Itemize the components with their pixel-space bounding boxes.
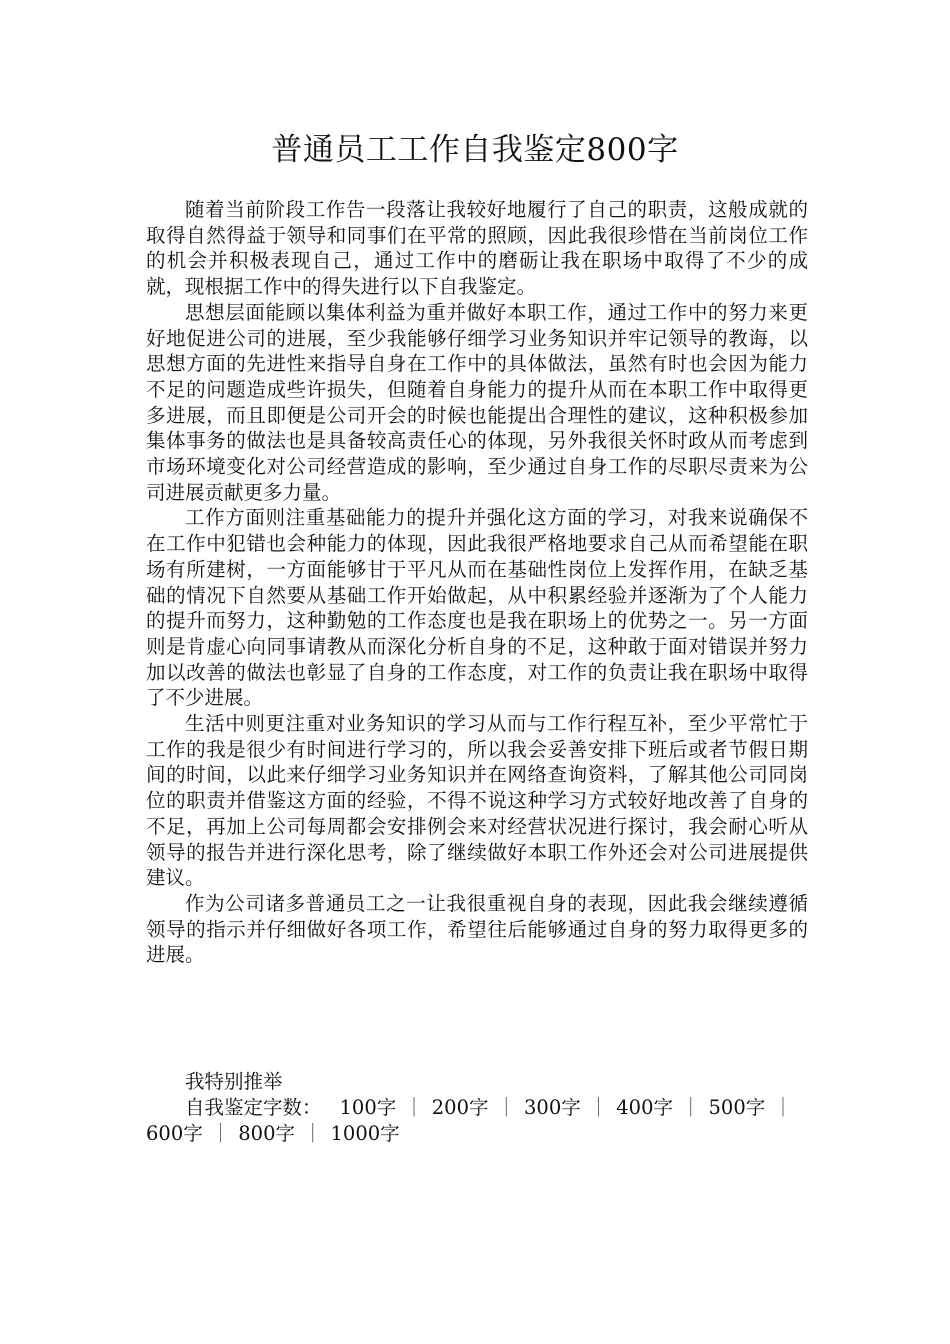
link-separator: ｜ [404,1096,424,1119]
word-count-link-1000[interactable]: 1000字 [330,1122,400,1145]
document-body [146,197,808,968]
word-count-link-800[interactable]: 800字 [238,1122,295,1145]
paragraph-conclusion: 作为公司诸多普通员工之一让我很重视自身的表现，因此我会继续遵循领导的指示并仔细做好各项工作，希望往后能够通过自身的努力取得更多的进展。 [146,891,808,967]
word-count-link-300[interactable]: 300字 [524,1096,581,1119]
link-separator: ｜ [588,1096,609,1119]
word-count-link-500[interactable]: 500字 [708,1096,766,1119]
recommend-label: 我特别推举 [185,1070,283,1093]
link-separator: ｜ [773,1096,793,1119]
paragraph-work: 工作方面则注重基础能力的提升并强化这方面的学习，对我来说确保不在工作中犯错也会种能力的体现，因此我很严格地要求自己从而希望能在职场有所建树，一方面能够甘于平凡从而在基础性岗位上发挥作用，在缺乏基础的情况下自然要从基础工作开始做起，从中积累经验并逐渐为了个人能力的提升而努力，这种勤勉的工作态度也是我在职场上的优势之一。另一方面则是肯虚心向同事请教从而深化分析自身的不足，这种敢于面对错误并努力加以改善的做法也彰显了自身的工作态度，对工作的负责让我在职场中取得了不少进展。 [146,506,808,710]
paragraph-intro: 随着当前阶段工作告一段落让我较好地履行了自己的职责，这般成就的取得自然得益于领导和同事们在平常的照顾，因此我很珍惜在当前岗位工作的机会并积极表现自己，通过工作中的磨砺让我在职场中取得了不少的成就，现根据工作中的得失进行以下自我鉴定。 [146,198,808,299]
recommendation-footer [146,1069,808,1147]
link-separator: ｜ [496,1096,517,1119]
link-separator: ｜ [210,1122,231,1145]
document-title: 普通员工工作自我鉴定800字 [271,132,679,168]
word-count-link-200[interactable]: 200字 [431,1096,489,1119]
word-count-line [146,1095,808,1147]
link-separator: ｜ [681,1096,701,1119]
word-count-label: 自我鉴定字数： [185,1096,322,1119]
link-separator: ｜ [302,1122,323,1145]
paragraph-life: 生活中则更注重对业务知识的学习从而与工作行程互补，至少平常忙于工作的我是很少有时间进行学习的，所以我会妥善安排下班后或者节假日期间的时间，以此来仔细学习业务知识并在网络查询资料，了解其他公司同岗位的职责并借鉴这方面的经验，不得不说这种学习方式较好地改善了自身的不足，再加上公司每周都会安排例会来对经营状况进行探讨，我会耐心听从领导的报告并进行深化思考，除了继续做好本职工作外还会对公司进展提供建议。 [146,712,808,890]
word-count-link-600[interactable]: 600字 [146,1122,203,1145]
word-count-link-100[interactable]: 100字 [339,1096,397,1119]
word-count-link-400[interactable]: 400字 [616,1096,673,1119]
paragraph-ideology: 思想层面能顾以集体利益为重并做好本职工作，通过工作中的努力来更好地促进公司的进展，至少我能够仔细学习业务知识并牢记领导的教诲，以思想方面的先进性来指导自身在工作中的具体做法，虽然有时也会因为能力不足的问题造成些许损失，但随着自身能力的提升从而在本职工作中取得更多进展，而且即便是公司开会的时候也能提出合理性的建议，这种积极参加集体事务的做法也是具备较高责任心的体现，另外我很关怀时政从而考虑到市场环境变化对公司经营造成的影响，至少通过自身工作的尽职尽责来为公司进展贡献更多力量。 [146,300,808,504]
